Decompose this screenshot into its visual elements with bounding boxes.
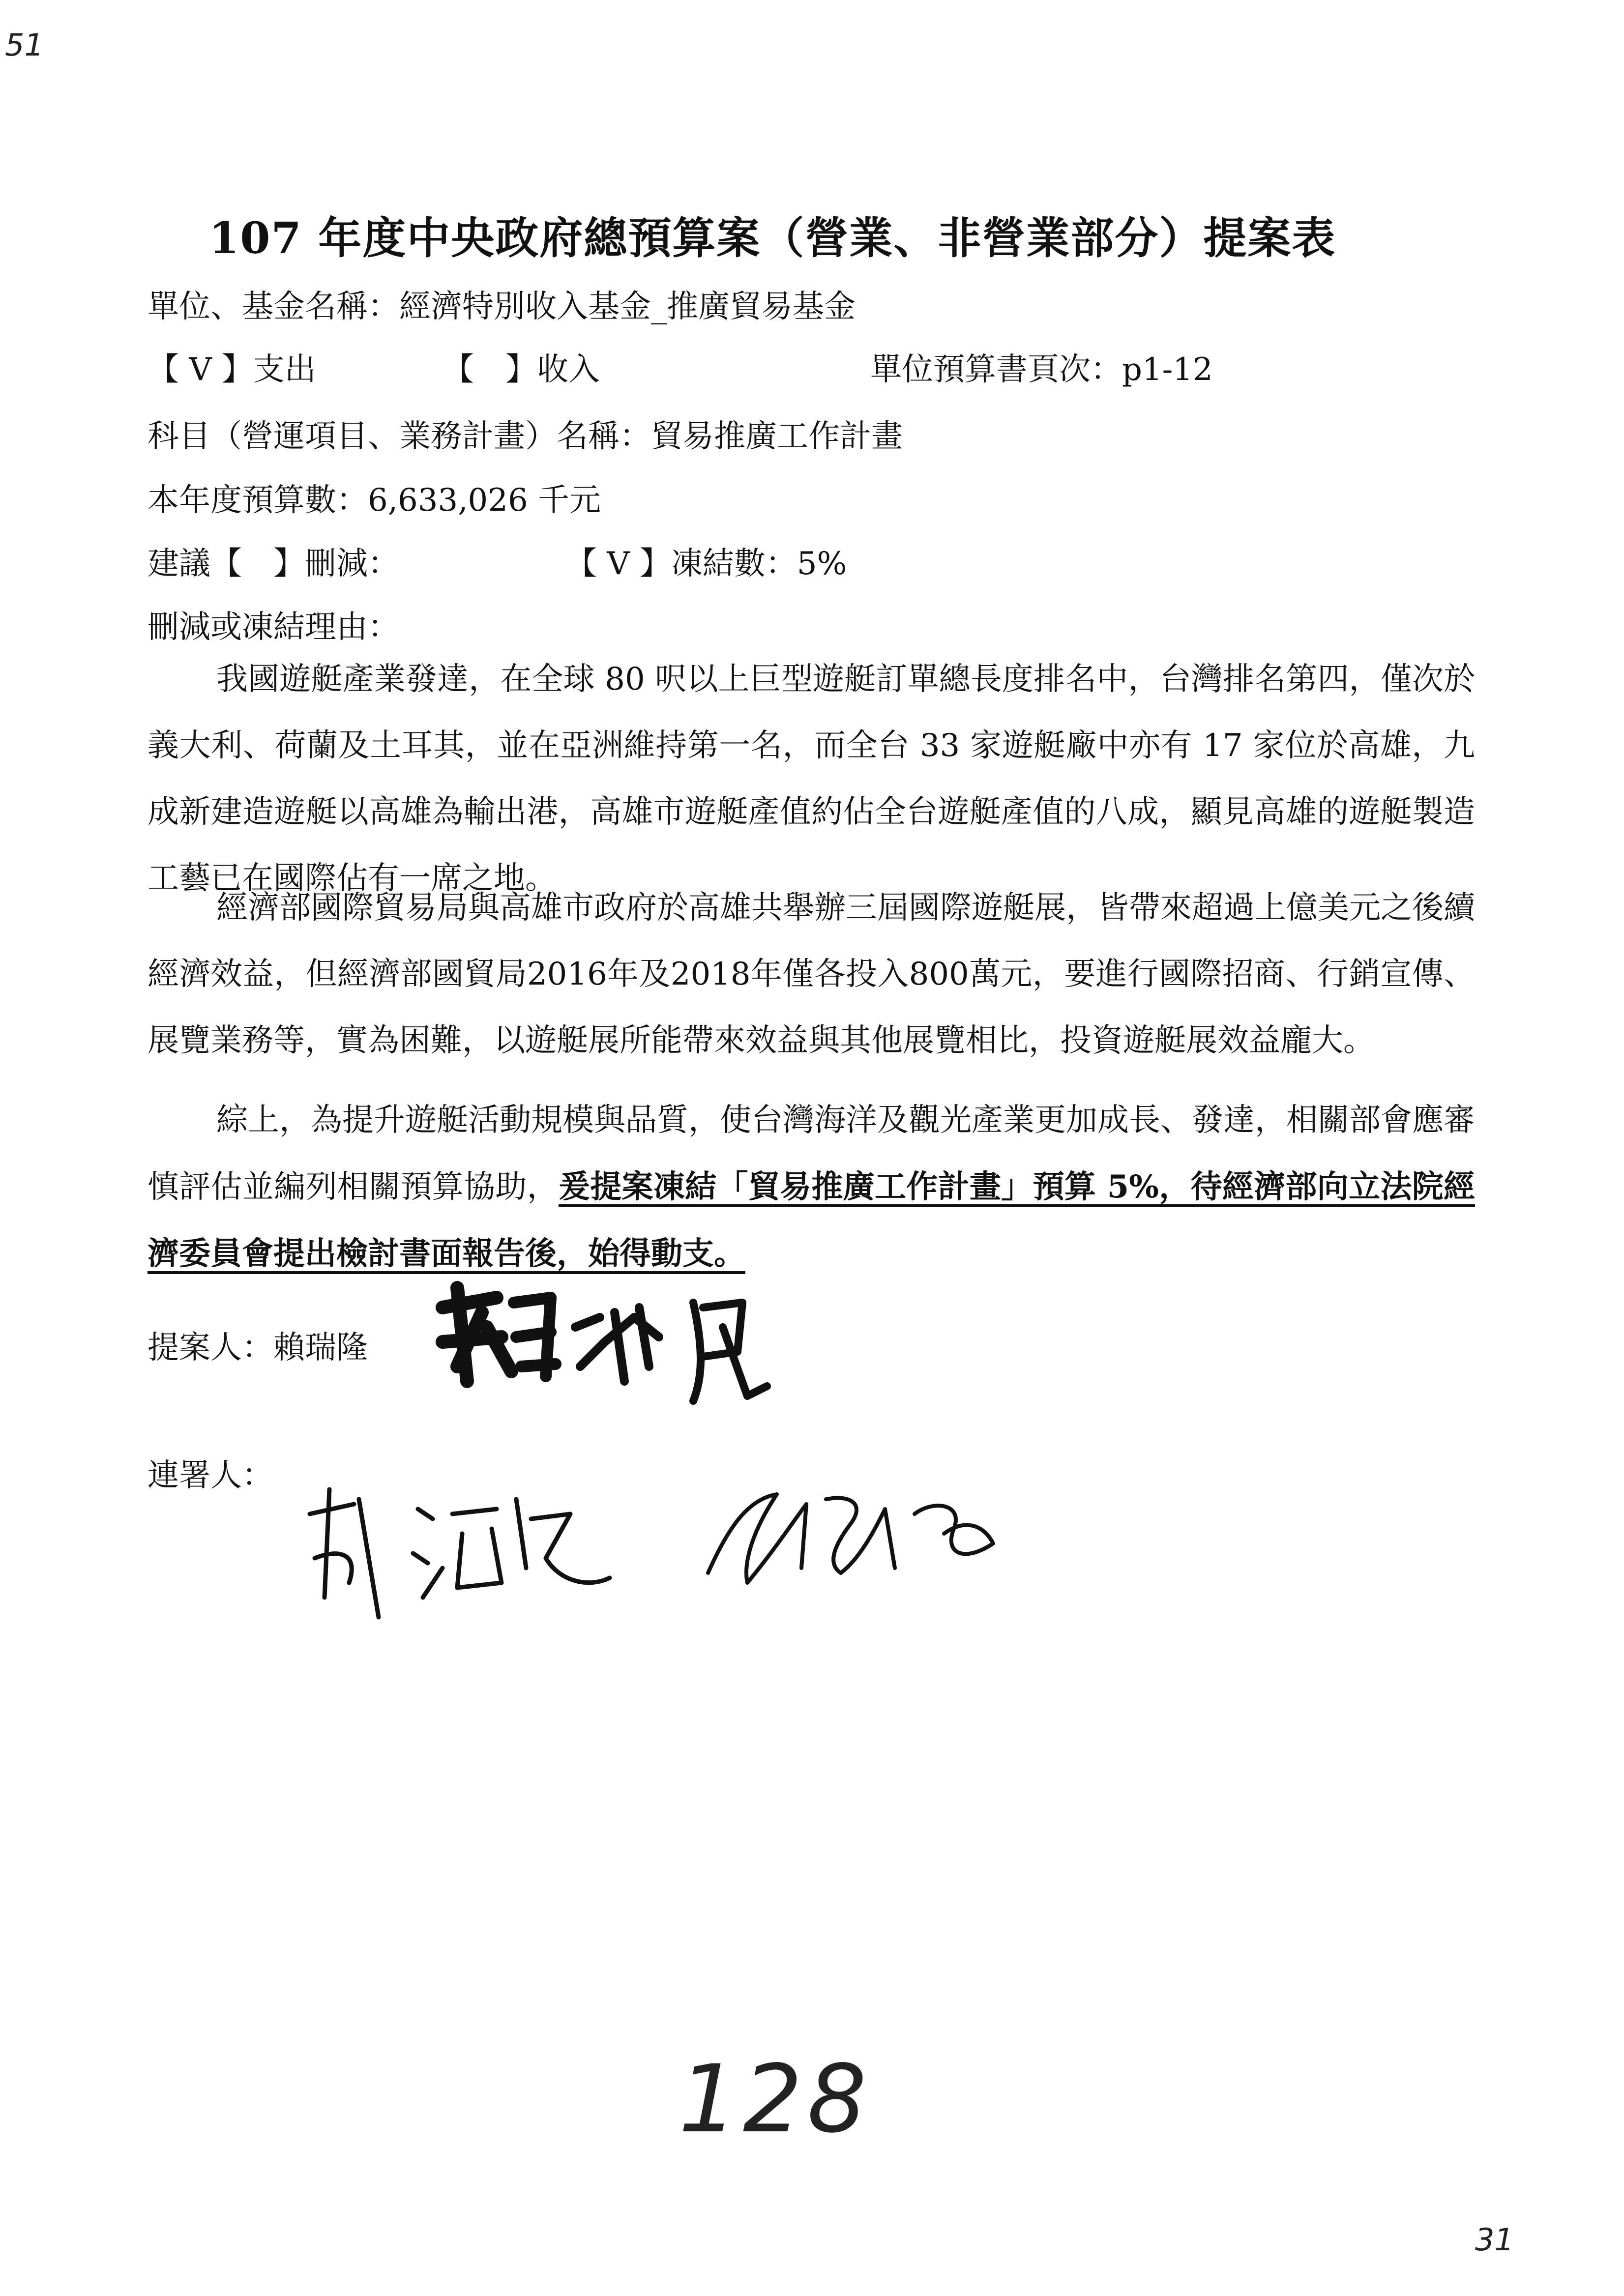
- income-option: 【 】收入: [443, 351, 600, 388]
- page-title: 107 年度中央政府總預算案（營業、非營業部分）提案表: [209, 212, 1336, 263]
- cut-option: 建議【 】刪減：: [148, 546, 399, 582]
- subject-line: 科目（營運項目、業務計畫）名稱：貿易推廣工作計畫: [148, 418, 903, 455]
- reason-paragraph-2: 經濟部國際貿易局與高雄市政府於高雄共舉辦三屆國際遊艇展，皆帶來超過上億美元之後續經濟效益，但經濟部國貿局2016年及2018年僅各投入800萬元，要進行國際招商、行銷宣傳、展覽業務等，實為困難，以遊艇展所能帶來效益與其他展覽相比，投資遊艇展效益龐大。: [148, 890, 1475, 1059]
- proposer-label: 提案人：賴瑞隆: [148, 1330, 368, 1366]
- page-reference: 單位預算書頁次：p1-12: [870, 351, 1213, 388]
- freeze-resolution: 爰提案凍結「貿易推廣工作計畫」預算 5%，待經濟部向立法院經濟委員會提出檢討書面報告後，始得動支。: [148, 1168, 1476, 1272]
- freeze-option: 【 V 】凍結數：5%: [565, 546, 847, 582]
- cosigner-signature-1: [295, 1470, 615, 1637]
- budget-line: 本年度預算數：6,633,026 千元: [148, 482, 601, 519]
- reason-paragraph-3: [148, 1087, 1475, 1287]
- unit-line: 單位、基金名稱：經濟特別收入基金_推廣貿易基金: [148, 289, 856, 325]
- paragraph-3-plain: 綜上，為提升遊艇活動規模與品質，使台灣海洋及觀光產業更加成長、發達，相關部會應審慎評估並編列相關預算協助，: [148, 1102, 1475, 1205]
- cosigner-signature-2: [688, 1470, 1013, 1598]
- corner-mark: 51: [5, 27, 44, 63]
- cosigner-label: 連署人：: [148, 1457, 273, 1494]
- reason-heading: 刪減或凍結理由：: [148, 609, 399, 645]
- expense-option: 【 V 】支出: [148, 351, 316, 388]
- handwritten-page-number: 128: [679, 2045, 872, 2153]
- reason-paragraph-1: 我國遊艇產業發達，在全球 80 呎以上巨型遊艇訂單總長度排名中，台灣排名第四，僅次於義大利、荷蘭及土耳其，並在亞洲維持第一名，而全台 33 家遊艇廠中亦有 17 家位於高雄，九成新建造遊艇以高雄為輸出港，高雄市遊艇產值約佔全台遊艇產值的八成，顯見高雄的遊艇製造工藝已在國際佔有一席之地。: [148, 661, 1475, 897]
- footer-mark: 31: [1475, 2222, 1514, 2258]
- proposer-signature: [428, 1268, 782, 1416]
